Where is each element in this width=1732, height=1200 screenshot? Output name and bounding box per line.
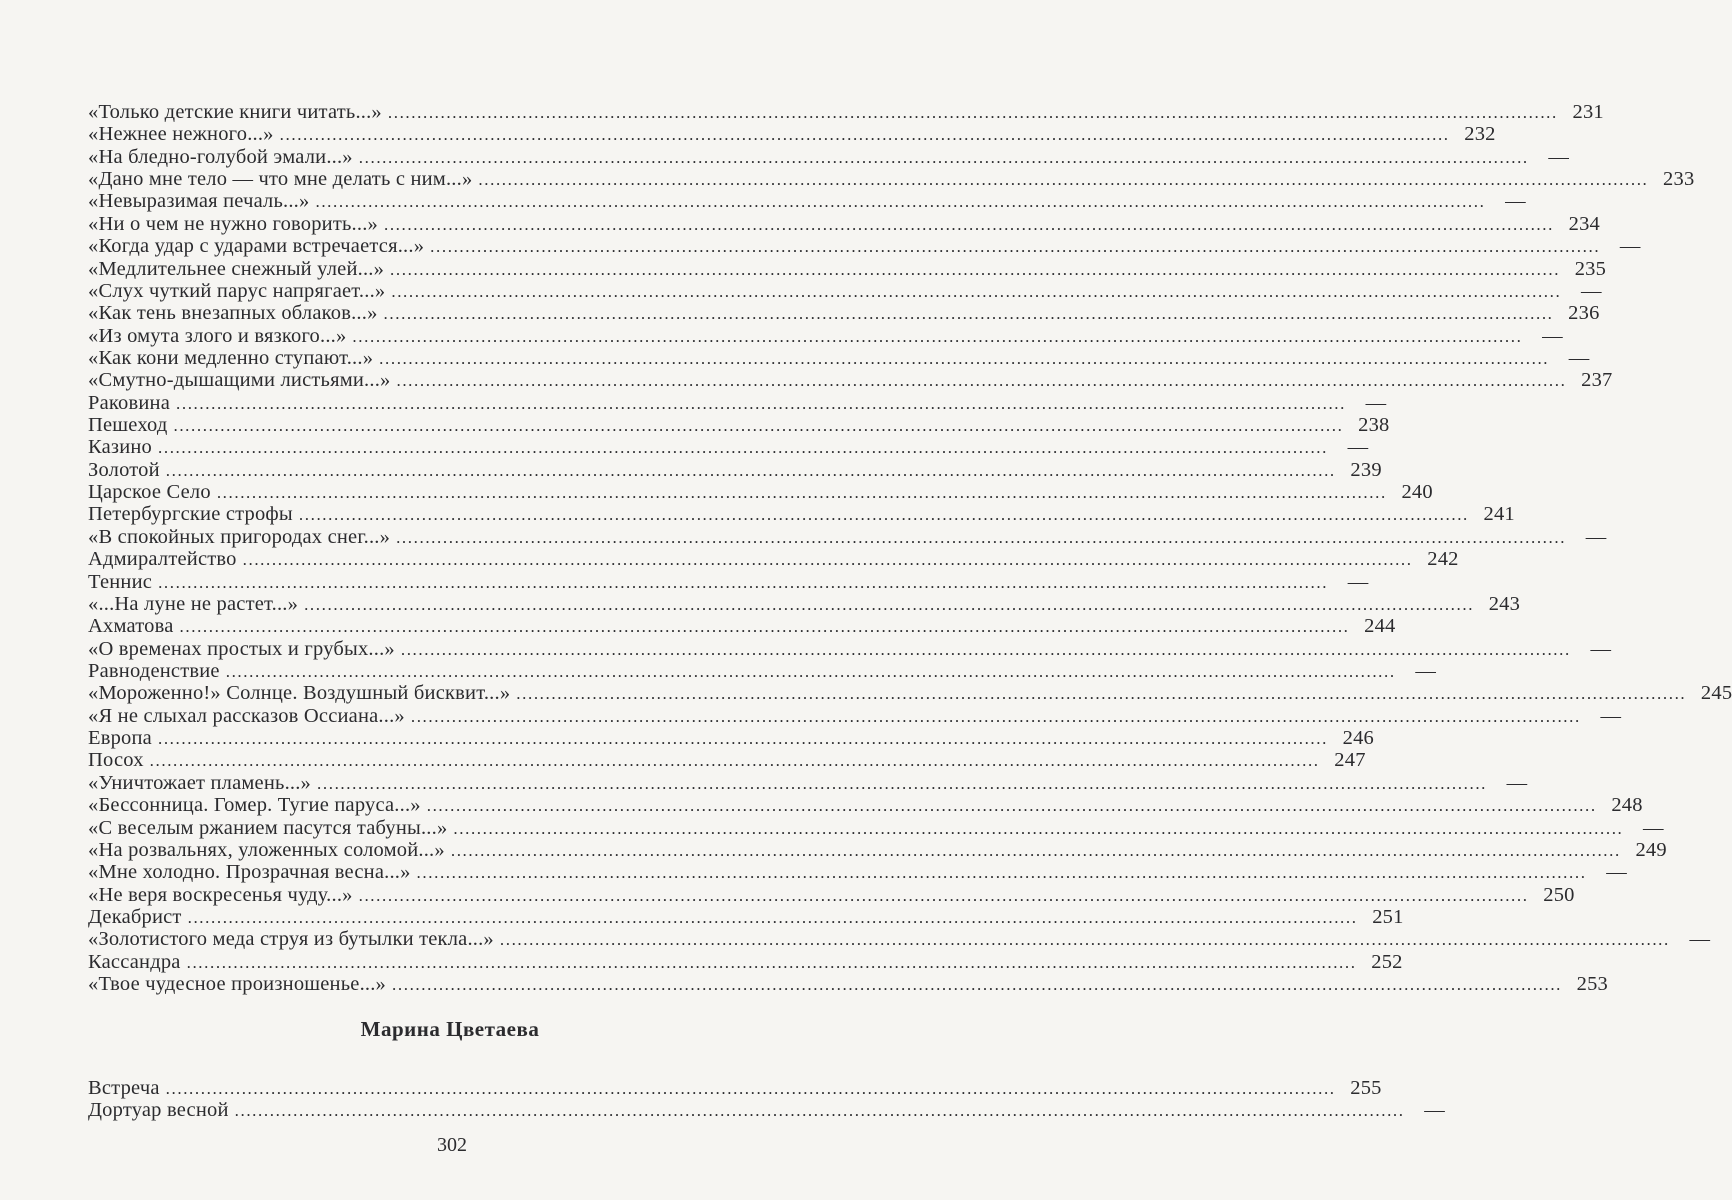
entry-page-number: 244: [1364, 615, 1396, 638]
dot-leader: ........................................................................................................................................................................................................: [158, 572, 1329, 592]
toc-entry: [88, 548, 1459, 571]
entry-page-number: —: [1506, 771, 1528, 794]
dot-leader: ........................................................................................................................................................................................................: [187, 907, 1358, 927]
toc-entry: [88, 414, 1390, 437]
dot-leader: ........................................................................................................................................................................................................: [391, 281, 1562, 301]
toc-entry: [88, 1077, 1382, 1099]
entry-page-number: —: [1542, 324, 1563, 347]
toc-entry: [88, 503, 1515, 526]
toc-entry: [88, 704, 1622, 727]
dot-leader: ........................................................................................................................................................................................................: [165, 1079, 1336, 1098]
section-heading: Марина Цветаева: [360, 1017, 540, 1041]
entry-title: Адмиралтейство: [88, 548, 237, 571]
dot-leader: ........................................................................................................................................................................................................: [298, 505, 1469, 525]
entry-title: «Нежнее нежного...»: [88, 123, 274, 146]
toc-entry: [88, 235, 1641, 258]
dot-leader: ........................................................................................................................................................................................................: [242, 550, 1413, 570]
entry-title: Равноденствие: [88, 659, 220, 682]
dot-leader: ........................................................................................................................................................................................................: [453, 818, 1624, 838]
toc-entry: [88, 615, 1396, 638]
entry-title: «О временах простых и грубых...»: [88, 637, 395, 660]
entry-page-number: —: [1568, 346, 1590, 369]
dot-leader: ........................................................................................................................................................................................................: [387, 103, 1558, 122]
dot-leader: ........................................................................................................................................................................................................: [499, 930, 1670, 950]
toc-entry: [88, 861, 1627, 884]
entry-page-number: 240: [1401, 481, 1433, 504]
dot-leader: ........................................................................................................................................................................................................: [304, 594, 1475, 614]
toc-entry: [88, 973, 1609, 996]
dot-leader: ........................................................................................................................................................................................................: [173, 416, 1344, 436]
entry-page-number: —: [1590, 637, 1612, 660]
entry-title: «Уничтожает пламень...»: [88, 771, 312, 794]
section-contents: [88, 1077, 1445, 1122]
toc-entry: [88, 302, 1600, 325]
entry-title: Пешеход: [88, 414, 168, 437]
entry-page-number: 233: [1663, 168, 1695, 191]
toc-entry: [88, 570, 1369, 593]
entry-page-number: —: [1347, 436, 1369, 459]
entry-title: «Я не слыхал рассказов Оссиана...»: [88, 704, 405, 727]
entry-title: Теннис: [88, 570, 153, 593]
entry-title: «Бессонница. Гомер. Тугие паруса...»: [88, 794, 421, 817]
toc-entry: [88, 682, 1732, 705]
toc-entry: [88, 637, 1612, 660]
dot-leader: ........................................................................................................................................................................................................: [358, 147, 1529, 167]
toc-entry: [88, 525, 1607, 548]
entry-page-number: 253: [1576, 973, 1609, 996]
dot-leader: ........................................................................................................................................................................................................: [186, 952, 1357, 972]
entry-page-number: 250: [1543, 883, 1575, 906]
entry-page-number: —: [1600, 704, 1622, 727]
dot-leader: ........................................................................................................................................................................................................: [396, 527, 1567, 547]
toc-entry: [88, 391, 1387, 414]
dot-leader: ........................................................................................................................................................................................................: [426, 796, 1597, 816]
entry-page-number: —: [1580, 279, 1602, 302]
entry-page-number: —: [1619, 235, 1641, 258]
dot-leader: ........................................................................................................................................................................................................: [400, 639, 1571, 659]
dot-leader: ........................................................................................................................................................................................................: [410, 706, 1581, 726]
entry-page-number: 238: [1358, 414, 1390, 437]
entry-page-number: 235: [1574, 257, 1607, 280]
entry-page-number: 248: [1611, 794, 1643, 817]
entry-title: Раковина: [88, 391, 170, 414]
toc-entry: [88, 1099, 1445, 1122]
entry-page-number: —: [1505, 190, 1526, 213]
toc-entry: [88, 101, 1604, 123]
entry-title: Дортуар весной: [88, 1099, 229, 1122]
entry-page-number: —: [1606, 861, 1627, 884]
dot-leader: ........................................................................................................................................................................................................: [279, 125, 1450, 145]
entry-title: Царское Село: [88, 481, 211, 504]
entry-title: «С веселым ржанием пасутся табуны...»: [88, 816, 448, 839]
toc-entry: [88, 749, 1366, 772]
dot-leader: ........................................................................................................................................................................................................: [516, 684, 1687, 704]
dot-leader: ........................................................................................................................................................................................................: [225, 661, 1396, 681]
toc-entry: [88, 838, 1667, 861]
entry-title: «...На луне не растет...»: [88, 592, 299, 615]
entry-title: «Твое чудесное произношенье...»: [88, 973, 387, 996]
entry-page-number: 255: [1350, 1077, 1382, 1099]
dot-leader: ........................................................................................................................................................................................................: [176, 393, 1346, 413]
entry-page-number: 242: [1427, 548, 1459, 571]
entry-title: «Мне холодно. Прозрачная весна...»: [88, 861, 411, 884]
entry-page-number: 234: [1568, 212, 1600, 235]
entry-page-number: —: [1643, 816, 1664, 839]
entry-page-number: —: [1424, 1099, 1445, 1122]
toc-entry: [88, 123, 1496, 146]
entry-title: Посох: [88, 749, 144, 772]
toc-entry: [88, 727, 1374, 750]
entry-title: «Смутно-дышащими листьями...»: [88, 369, 391, 392]
dot-leader: ........................................................................................................................................................................................................: [392, 975, 1563, 995]
dot-leader: ........................................................................................................................................................................................................: [158, 438, 1328, 458]
entry-title: Ахматова: [88, 615, 174, 638]
toc-entry: [88, 928, 1711, 951]
entry-title: «Мороженно!» Солнце. Воздушный бисквит...»: [88, 682, 511, 705]
dot-leader: ........................................................................................................................................................................................................: [317, 773, 1488, 793]
toc-entry: [88, 458, 1382, 481]
entry-title: «Слух чуткий парус напрягает...»: [88, 279, 386, 302]
toc-entry: [88, 369, 1613, 392]
dot-leader: ........................................................................................................................................................................................................: [352, 326, 1523, 346]
dot-leader: ........................................................................................................................................................................................................: [157, 729, 1328, 749]
dot-leader: ........................................................................................................................................................................................................: [358, 885, 1529, 905]
toc-entry: [88, 771, 1528, 794]
dot-leader: ........................................................................................................................................................................................................: [315, 192, 1486, 212]
dot-leader: ........................................................................................................................................................................................................: [234, 1101, 1405, 1121]
dot-leader: ........................................................................................................................................................................................................: [216, 483, 1387, 503]
entry-page-number: —: [1585, 525, 1607, 548]
entry-title: «Невыразимая печаль...»: [88, 190, 310, 213]
dot-leader: ........................................................................................................................................................................................................: [390, 259, 1561, 279]
dot-leader: ........................................................................................................................................................................................................: [379, 348, 1550, 368]
entry-title: Казино: [88, 436, 152, 459]
toc-entry: [88, 794, 1643, 817]
entry-page-number: 243: [1488, 592, 1521, 615]
toc-entry: [88, 212, 1600, 235]
entry-page-number: —: [1548, 145, 1570, 168]
dot-leader: ........................................................................................................................................................................................................: [430, 237, 1601, 257]
entry-page-number: —: [1415, 659, 1437, 682]
dot-leader: ........................................................................................................................................................................................................: [149, 751, 1320, 771]
entry-title: «Только детские книги читать...»: [88, 101, 382, 123]
entry-title: «Когда удар с ударами встречается...»: [88, 235, 425, 258]
entry-page-number: 236: [1568, 302, 1600, 325]
entry-page-number: 251: [1372, 905, 1404, 928]
toc-entry: [88, 279, 1602, 302]
entry-page-number: 245: [1700, 682, 1732, 705]
dot-leader: ........................................................................................................................................................................................................: [396, 371, 1567, 391]
dot-leader: ........................................................................................................................................................................................................: [165, 460, 1336, 480]
entry-title: «Из омута злого и вязкого...»: [88, 324, 347, 347]
toc-entry: [88, 481, 1433, 504]
entry-title: «Как кони медленно ступают...»: [88, 346, 374, 369]
table-of-contents: [88, 101, 1732, 996]
entry-title: Декабрист: [88, 905, 182, 928]
entry-title: «На розвальнях, уложенных соломой...»: [88, 838, 445, 861]
entry-page-number: 246: [1342, 727, 1374, 750]
toc-entry: [88, 324, 1563, 347]
entry-title: Петербургские строфы: [88, 503, 293, 526]
page-number: 302: [437, 1134, 467, 1156]
toc-entry: [88, 257, 1607, 280]
entry-title: «Ни о чем не нужно говорить...»: [88, 212, 378, 235]
entry-page-number: —: [1365, 391, 1387, 414]
toc-entry: [88, 190, 1526, 213]
entry-title: Европа: [88, 727, 152, 750]
entry-title: Золотой: [88, 458, 160, 481]
toc-entry: [88, 905, 1404, 928]
entry-page-number: 241: [1483, 503, 1515, 526]
toc-entry: [88, 950, 1403, 973]
entry-title: «Дано мне тело — что мне делать с ним...»: [88, 168, 473, 191]
entry-page-number: 239: [1350, 458, 1382, 481]
entry-title: «Золотистого меда струя из бутылки текла...»: [88, 928, 494, 951]
toc-entry: [88, 592, 1521, 615]
dot-leader: ........................................................................................................................................................................................................: [383, 214, 1554, 234]
toc-entry: [88, 816, 1664, 839]
toc-entry: [88, 883, 1575, 906]
dot-leader: ........................................................................................................................................................................................................: [383, 304, 1554, 324]
dot-leader: ........................................................................................................................................................................................................: [179, 617, 1350, 637]
entry-page-number: 231: [1572, 101, 1604, 123]
entry-title: «В спокойных пригородах снег...»: [88, 525, 391, 548]
entry-title: Встреча: [88, 1077, 160, 1099]
entry-title: «На бледно-голубой эмали...»: [88, 145, 353, 168]
entry-page-number: —: [1347, 570, 1369, 593]
entry-title: Кассандра: [88, 950, 181, 973]
dot-leader: ........................................................................................................................................................................................................: [478, 170, 1649, 190]
dot-leader: ........................................................................................................................................................................................................: [450, 840, 1621, 860]
entry-page-number: 247: [1334, 749, 1366, 772]
entry-page-number: —: [1689, 928, 1711, 951]
dot-leader: ........................................................................................................................................................................................................: [416, 863, 1587, 883]
entry-title: «Медлительнее снежный улей...»: [88, 257, 385, 280]
entry-page-number: 249: [1635, 838, 1667, 861]
entry-page-number: 237: [1581, 369, 1613, 392]
toc-entry: [88, 436, 1369, 459]
entry-page-number: 232: [1464, 123, 1496, 146]
toc-entry: [88, 659, 1437, 682]
toc-entry: [88, 145, 1570, 168]
entry-title: «Как тень внезапных облаков...»: [88, 302, 378, 325]
entry-title: «Не веря воскресенья чуду...»: [88, 883, 353, 906]
entry-page-number: 252: [1371, 950, 1403, 973]
toc-entry: [88, 168, 1695, 191]
toc-entry: [88, 346, 1590, 369]
